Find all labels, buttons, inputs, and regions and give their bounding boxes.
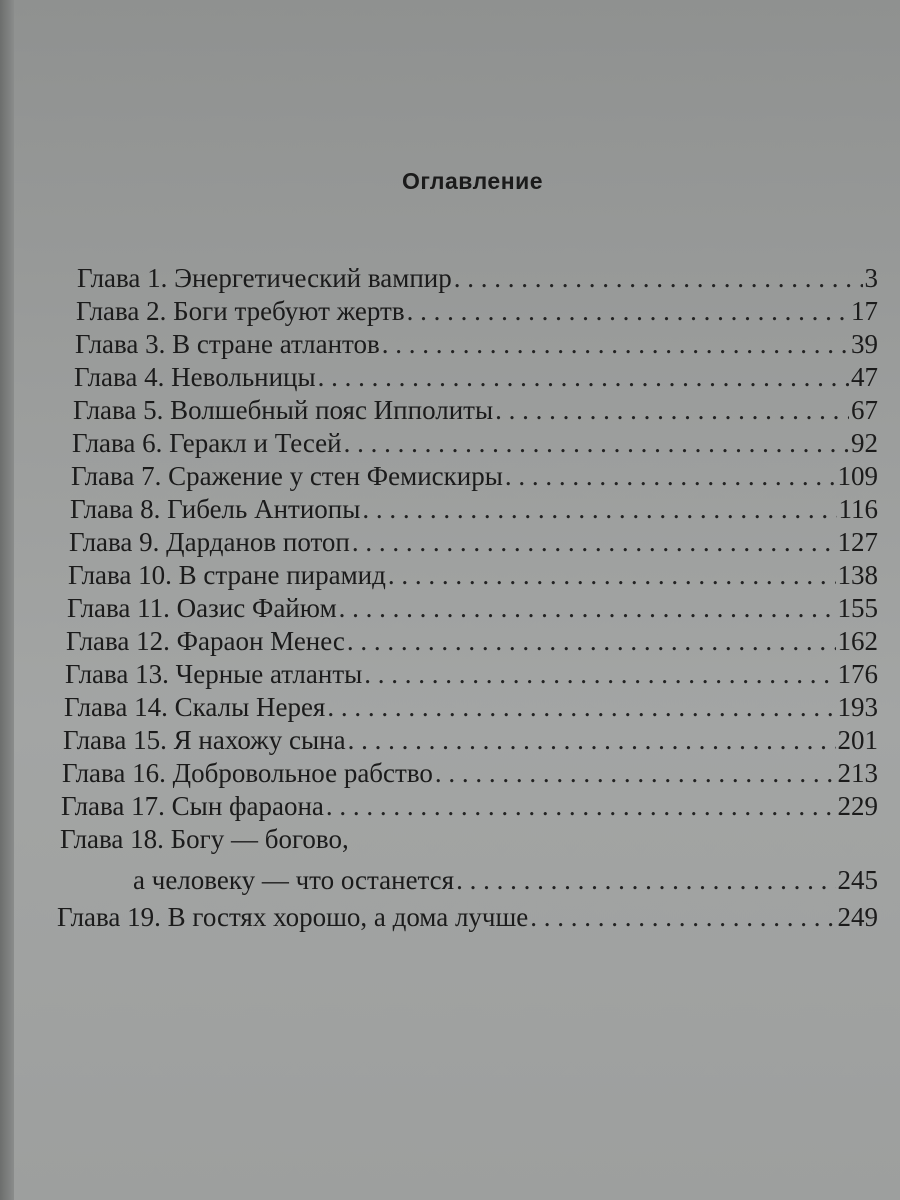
toc-entry: [75, 328, 878, 361]
toc-entry: [68, 559, 878, 592]
toc-entry-title: а человеку — что останется: [133, 865, 455, 895]
leader-dots: [327, 691, 835, 724]
toc-entry: [72, 427, 878, 460]
toc-entry-title: Глава 12. Фараон Менес: [66, 626, 345, 656]
toc-entry-page: 17: [851, 296, 878, 326]
toc-entry-page: 176: [837, 659, 878, 689]
toc-entry-page: 245: [837, 865, 878, 895]
leader-dots: [456, 864, 835, 897]
toc-entry-title: Глава 10. В стране пирамид: [68, 560, 386, 590]
toc-entry-page: 39: [851, 329, 878, 359]
toc-entry-page: 193: [837, 692, 878, 722]
toc-entry-page: 155: [837, 593, 878, 623]
leader-dots: [435, 757, 836, 790]
toc-entry: [63, 724, 878, 757]
toc-entry-title: Глава 2. Боги требуют жертв: [76, 296, 405, 326]
toc-entry-page: 3: [864, 263, 878, 293]
toc-entry: [67, 592, 878, 625]
toc-entry: [74, 361, 878, 394]
toc-entry: [66, 625, 878, 658]
leader-dots: [505, 460, 836, 493]
toc-entry: [70, 493, 878, 526]
toc-entry: [57, 901, 878, 934]
toc-entry-title: Глава 7. Сражение у стен Фемискиры: [71, 461, 503, 491]
leader-dots: [382, 328, 849, 361]
toc-entry-title: Глава 19. В гостях хорошо, а дома лучше: [57, 902, 529, 932]
leader-dots: [347, 625, 836, 658]
toc-entry-title: Глава 13. Черные атланты: [65, 659, 363, 689]
toc-entry-page: 92: [851, 428, 878, 458]
toc-entry-page: 162: [837, 626, 878, 656]
toc-entry-title: Глава 3. В стране атлантов: [75, 329, 380, 359]
toc-entry-title: Глава 14. Скалы Нерея: [64, 692, 326, 722]
toc-entry: [64, 691, 878, 724]
toc-entry-title: Глава 16. Добровольное рабство: [62, 758, 433, 788]
toc-entry-page: 116: [838, 494, 878, 524]
leader-dots: [326, 790, 836, 823]
toc-entry-title: Глава 4. Невольницы: [74, 362, 316, 392]
page-title: Оглавление: [401, 168, 544, 194]
toc-entry: [71, 460, 878, 493]
leader-dots: [364, 658, 835, 691]
toc-entry-title: Глава 15. Я нахожу сына: [63, 725, 346, 755]
leader-dots: [388, 559, 836, 592]
toc-entry-page: 138: [837, 560, 878, 590]
leader-dots: [318, 361, 849, 394]
toc-entry: [62, 757, 878, 790]
leader-dots: [454, 262, 863, 295]
toc-entry-title: Глава 1. Энергетический вампир: [77, 263, 452, 293]
leader-dots: [348, 724, 836, 757]
toc-entry: [61, 790, 878, 823]
leader-dots: [344, 427, 849, 460]
leader-dots: [339, 592, 836, 625]
toc-entry-title: Глава 5. Волшебный пояс Ипполиты: [73, 395, 494, 425]
toc-entry-page: 229: [837, 791, 878, 821]
toc-entry-page: 249: [837, 902, 878, 932]
toc-entry-page: 109: [837, 461, 878, 491]
toc-entry-page: 47: [851, 362, 878, 392]
toc-entry-page: 67: [851, 395, 878, 425]
toc-entry: [65, 658, 878, 691]
toc-entry-title: Глава 6. Геракл и Тесей: [72, 428, 342, 458]
toc-entry-title: Глава 11. Оазис Файюм: [67, 593, 337, 623]
toc-entry-title: Глава 9. Дарданов потоп: [69, 527, 350, 557]
toc-entry-page: 127: [837, 527, 878, 557]
toc-entry: [73, 394, 878, 427]
toc-entry: [133, 864, 878, 897]
toc-entry: [69, 526, 878, 559]
toc-entry-page: 201: [837, 725, 878, 755]
toc-entry-title: Глава 8. Гибель Антиопы: [70, 494, 361, 524]
leader-dots: [362, 493, 836, 526]
leader-dots: [407, 295, 849, 328]
leader-dots: [495, 394, 849, 427]
toc-entry: [77, 262, 878, 295]
toc-entry-title: Глава 18. Богу — богово,: [60, 824, 349, 854]
leader-dots: [530, 901, 835, 934]
leader-dots: [352, 526, 836, 559]
toc-entry-title: Глава 17. Сын фараона: [61, 791, 324, 821]
toc-entry-page: 213: [837, 758, 878, 788]
toc-entry: [76, 295, 878, 328]
